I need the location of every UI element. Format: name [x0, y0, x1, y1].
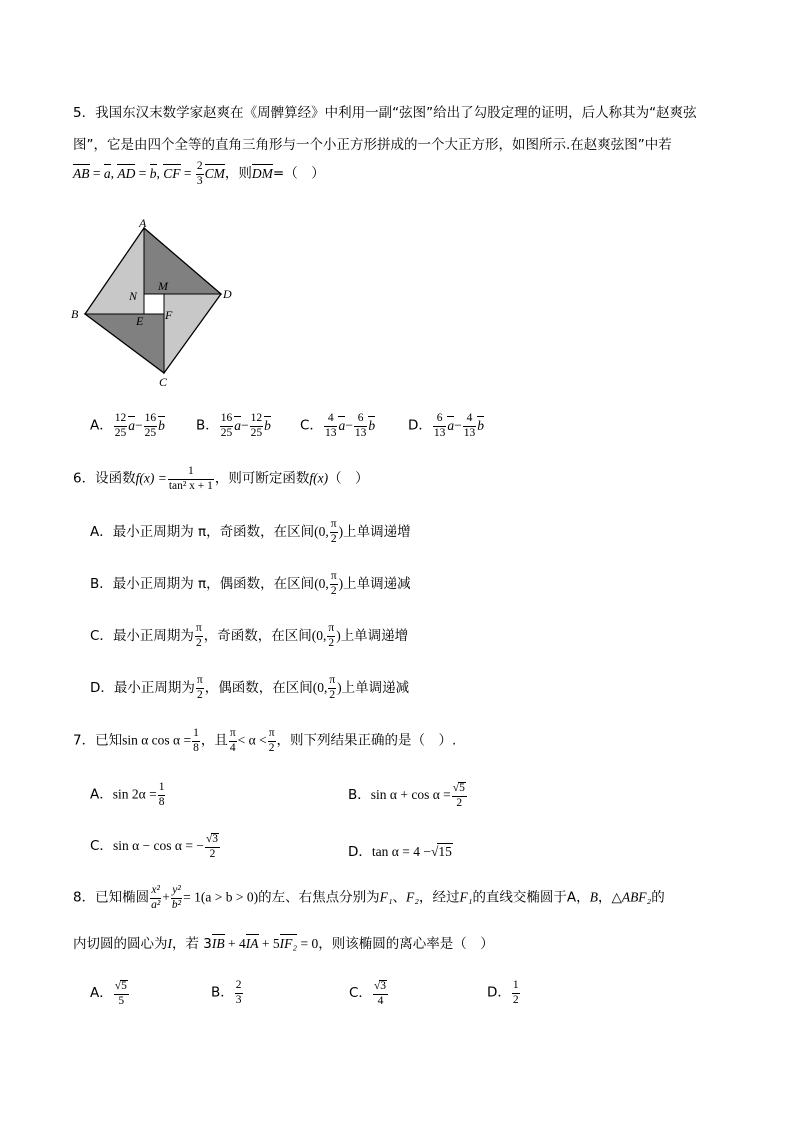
q6-option-d[interactable]: D．最小正周期为 $\frac{\pi}{2}$ ，偶函数，在区间(0, $\frac{\pi}{2}$ )上单调递减: [90, 674, 410, 701]
label-f: F: [165, 308, 173, 322]
label-a: A: [139, 218, 147, 230]
q5-option-b[interactable]: B． $\frac{16}{25}$ a− $\frac{12}{25}$ b: [196, 412, 271, 439]
q5-stem-line1: 我国东汉末数学家赵爽在《周髀算经》中利用一副“弦图”给出了勾股定理的证明，后人称其为“赵爽弦: [95, 105, 697, 121]
q5-option-d[interactable]: D． $\frac{6}{13}$ a− $\frac{4}{13}$ b: [408, 412, 485, 439]
q7-stem: 7．已知sin α cos α = $\frac{1}{8}$ ，且 $\frac{\pi}{4}$ < α < $\frac{\pi}{2}$ ，则下列结果正确的是（ ）.: [73, 727, 457, 754]
label-n: N: [129, 289, 138, 303]
q7-option-d[interactable]: D．tan α = 4 −√15: [348, 844, 452, 860]
vector-b: b: [149, 165, 157, 181]
vector-cm: CM: [204, 165, 225, 181]
vector-ab: AB: [73, 165, 90, 181]
q5-line2: 图”，它是由四个全等的直角三角形与一个小正方形拼成的一个大正方形，如图所示.在赵爽弦图”中若: [73, 137, 672, 153]
label-c: C: [159, 375, 168, 389]
fraction-2-3: $\frac{2}{3}$: [196, 160, 203, 187]
q8-stem-line2: 内切圆的圆心为I，若 3IB + 4IA + 5IF₂ = 0，则该椭圆的离心率是（ ）: [73, 936, 494, 952]
vector-ad: AD: [117, 165, 136, 181]
vector-a: a: [103, 165, 111, 181]
inner-square: [144, 294, 164, 314]
q5-option-c[interactable]: C． $\frac{4}{13}$ a− $\frac{6}{13}$ b: [300, 412, 376, 439]
q6-function-fraction: $\frac{1}{\text{tan² x + 1}}$: [168, 465, 213, 492]
q7-option-a[interactable]: A．sin 2α = $\frac{1}{8}$: [90, 781, 165, 808]
q6-option-c[interactable]: C．最小正周期为 $\frac{\pi}{2}$ ，奇函数，在区间(0, $\frac{\pi}{2}$ )上单调递增: [90, 622, 409, 649]
label-d: D: [223, 287, 232, 301]
q5-condition: AB = a, AD = b, CF = $\frac{2}{3}$ CM，则DM=（ ）: [73, 160, 325, 187]
q8-option-d[interactable]: D． $\frac{1}{2}$: [487, 979, 519, 1006]
vector-cf: CF: [163, 165, 181, 181]
q6-option-b[interactable]: B．最小正周期为 π，偶函数，在区间(0, $\frac{\pi}{2}$ )上单调递减: [90, 570, 411, 597]
vector-dm: DM: [251, 165, 273, 181]
q7-option-c[interactable]: C．sin α − cos α = − $\frac{√3}{2}$: [90, 833, 218, 860]
q8-option-c[interactable]: C． $\frac{√3}{4}$: [349, 980, 386, 1007]
label-e: E: [136, 314, 144, 328]
q8-option-b[interactable]: B． $\frac{2}{3}$: [211, 979, 242, 1006]
q5-option-a[interactable]: A． $\frac{12}{25}$ a− $\frac{16}{25}$ b: [90, 412, 165, 439]
q6-stem: 6．设函数f(x) = $\frac{1}{\text{tan² x + 1}}$ ，则可断定函数f(x)（ ）: [73, 465, 369, 492]
label-m: M: [158, 279, 168, 293]
q7-option-b[interactable]: B．sin α + cos α = $\frac{√5}{2}$: [348, 782, 465, 809]
label-b: B: [71, 307, 79, 321]
zhao-shuang-figure: [68, 218, 240, 390]
q8-stem-line1: 8．已知椭圆 $\frac{\text{x²}}{\text{a²}}$ + $\frac{\text{y²}}{\text{b²}}$ = 1(a > b > 0)的左、右焦点分别为F₁、F₂，经过F₁的直线交椭圆于A，B，△ABF₂的: [73, 884, 665, 911]
q5-line1: [73, 101, 697, 121]
q6-option-a[interactable]: A．最小正周期为 π，奇函数，在区间(0, $\frac{\pi}{2}$ )上单调递增: [90, 518, 411, 545]
q5-number: 5．: [73, 105, 96, 121]
q8-option-a[interactable]: A． $\frac{√5}{5}$: [90, 980, 127, 1007]
